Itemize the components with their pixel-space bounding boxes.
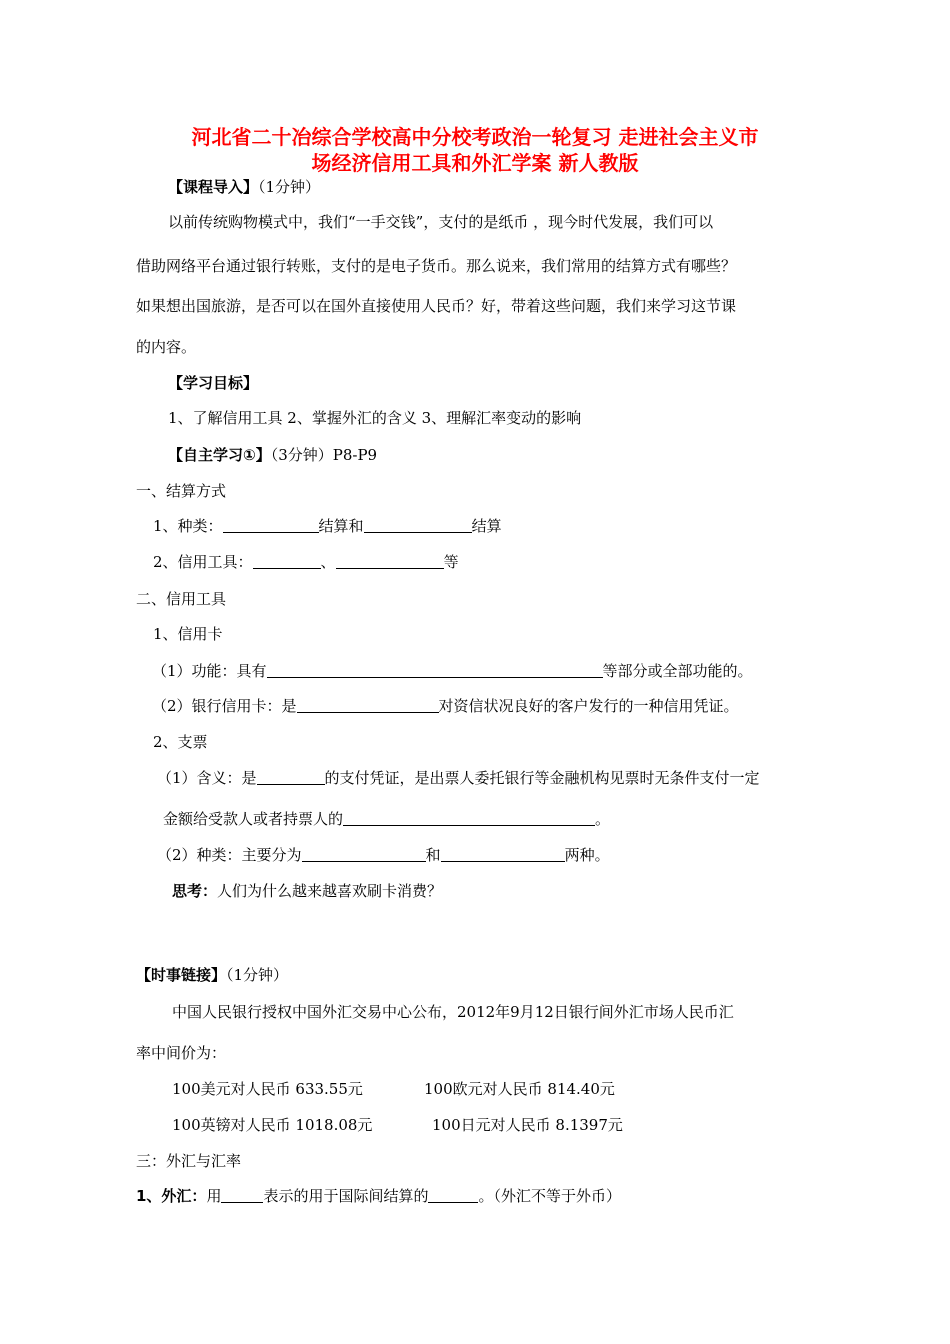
forex-definition: 1、外汇：用 表示的用于国际间结算的 。（外汇不等于外币）	[136, 1187, 621, 1205]
intro-paragraph-line1: 以前传统购物模式中，我们“一手交钱”，支付的是纸币 ，现今时代发展，我们可以	[168, 213, 714, 231]
section1-item1: 1、种类： 结算和 结算	[153, 517, 502, 535]
rate-usd: 100美元对人民币 633.55元	[172, 1080, 363, 1098]
blank-cheque-nature[interactable]	[257, 768, 325, 785]
cheque-definition-line2: 金额给受款人或者持票人的 。	[163, 810, 611, 828]
rate-jpy: 100日元对人民币 8.1397元	[432, 1116, 623, 1134]
section1-title: 一、结算方式	[136, 482, 227, 500]
think-label: 思考：	[172, 882, 218, 900]
blank-card-issuer[interactable]	[297, 696, 439, 713]
credit-card-function: （1）功能：具有 等部分或全部功能的。	[152, 662, 753, 680]
intro-paragraph-line2: 借助网络平台通过银行转账，支付的是电子货币。那么说来，我们常用的结算方式有哪些？	[136, 257, 737, 275]
cheque-heading: 2、支票	[153, 733, 208, 751]
self-study-heading: 【自主学习①】	[168, 446, 271, 464]
blank-settlement-1[interactable]	[223, 516, 319, 533]
section2-title: 二、信用工具	[136, 590, 227, 608]
news-heading: 【时事链接】	[136, 966, 227, 984]
goals-text: 1、了解信用工具 2、掌握外汇的含义 3、理解汇率变动的影响	[168, 409, 582, 427]
news-paragraph-line1: 中国人民银行授权中国外汇交易中心公布，2012年9月12日银行间外汇市场人民币汇	[172, 1003, 734, 1021]
news-time: （1分钟）	[226, 966, 289, 984]
doc-title-line2: 场经济信用工具和外汇学案 新人教版	[311, 151, 639, 175]
rate-eur: 100欧元对人民币 814.40元	[424, 1080, 615, 1098]
cheque-types: （2）种类：主要分为 和 两种。	[157, 846, 610, 864]
intro-heading: 【课程导入】	[168, 178, 259, 196]
blank-settlement-2[interactable]	[364, 516, 472, 533]
goals-heading: 【学习目标】	[168, 374, 259, 392]
blank-credit-tool-2[interactable]	[336, 552, 444, 569]
self-study-heading-line	[168, 445, 377, 465]
self-study-time: （3分钟）P8-P9	[270, 446, 378, 464]
intro-heading-line	[168, 177, 320, 197]
intro-paragraph-line4: 的内容。	[136, 338, 197, 356]
bank-credit-card: （2）银行信用卡：是 对资信状况良好的客户发行的一种信用凭证。	[152, 697, 739, 715]
blank-forex-currency[interactable]	[221, 1186, 263, 1203]
credit-card-heading: 1、信用卡	[153, 625, 223, 643]
think-text: 人们为什么越来越喜欢刷卡消费？	[217, 882, 443, 900]
think-question	[172, 881, 442, 901]
forex-label: 1、外汇：	[136, 1187, 207, 1205]
rate-gbp: 100英镑对人民币 1018.08元	[172, 1116, 373, 1134]
section3-title: 三：外汇与汇率	[136, 1152, 242, 1170]
blank-credit-tool-1[interactable]	[253, 552, 321, 569]
blank-cheque-type-1[interactable]	[302, 845, 426, 862]
news-paragraph-line2: 率中间价为：	[136, 1044, 227, 1062]
blank-cheque-definition[interactable]	[343, 809, 595, 826]
cheque-definition-line1: （1）含义：是 的支付凭证，是出票人委托银行等金融机构见票时无条件支付一定	[157, 769, 760, 787]
intro-paragraph-line3: 如果想出国旅游，是否可以在国外直接使用人民币？好，带着这些问题，我们来学习这节课	[136, 297, 737, 315]
blank-cheque-type-2[interactable]	[441, 845, 565, 862]
section1-item2: 2、信用工具： 、 等	[153, 553, 459, 571]
intro-time: （1分钟）	[258, 178, 321, 196]
blank-forex-means[interactable]	[428, 1186, 478, 1203]
blank-card-function[interactable]	[267, 661, 603, 678]
doc-title-line1: 河北省二十冶综合学校高中分校考政治一轮复习 走进社会主义市	[191, 125, 759, 149]
news-heading-line	[136, 965, 288, 985]
